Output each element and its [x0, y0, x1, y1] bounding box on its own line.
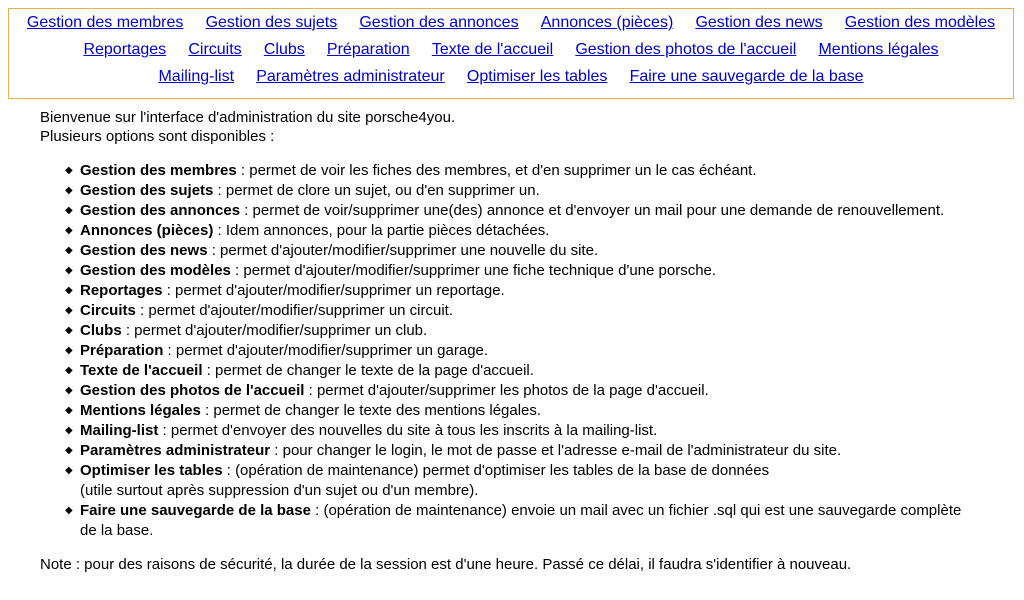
option-name: Mailing-list: [80, 422, 159, 439]
option-name: Gestion des modèles: [80, 262, 231, 279]
option-item: [65, 261, 1020, 281]
bullet-icon: ◆: [65, 245, 73, 256]
bullet-icon: ◆: [65, 165, 73, 176]
option-name: Gestion des annonces: [80, 202, 241, 219]
nav-link-preparation[interactable]: Préparation: [326, 41, 410, 58]
nav-link-clubs[interactable]: Clubs: [263, 41, 305, 58]
option-desc: : permet d'ajouter/modifier/supprimer une fiche technique d'une porsche.: [230, 262, 717, 279]
bullet-icon: ◆: [65, 505, 73, 516]
option-name: Reportages: [80, 282, 163, 299]
nav-link-mailing-list[interactable]: Mailing-list: [158, 68, 235, 85]
nav-link-optimiser-tables[interactable]: Optimiser les tables: [466, 68, 608, 85]
option-desc: : permet d'ajouter/modifier/supprimer un club.: [121, 322, 428, 339]
main-content: [40, 108, 1020, 574]
bullet-icon: ◆: [65, 345, 73, 356]
nav-link-gestion-sujets[interactable]: Gestion des sujets: [205, 14, 338, 31]
option-desc: : permet de voir les fiches des membres, et d'en supprimer un le cas échéant.: [236, 162, 757, 179]
option-name: Faire une sauvegarde de la base: [80, 502, 311, 519]
option-name: Texte de l'accueil: [80, 362, 203, 379]
bullet-icon: ◆: [65, 425, 73, 436]
bullet-icon: ◆: [65, 465, 73, 476]
option-name: Gestion des membres: [80, 162, 237, 179]
option-item: [65, 421, 1020, 441]
option-desc: : (opération de maintenance) permet d'optimiser les tables de la base de données: [222, 462, 770, 479]
option-desc: : permet de voir/supprimer une(des) annonce et d'envoyer un mail pour une demande de renouvellement.: [240, 202, 945, 219]
option-item: [65, 221, 1020, 241]
option-name: Clubs: [80, 322, 122, 339]
option-item: [65, 401, 1020, 421]
admin-nav-box: [8, 8, 1014, 99]
option-name: Préparation: [80, 342, 164, 359]
option-item: [65, 241, 1020, 261]
option-name: Paramètres administrateur: [80, 442, 271, 459]
option-item: [65, 501, 1020, 541]
bullet-icon: ◆: [65, 325, 73, 336]
option-desc: : permet d'ajouter/modifier/supprimer un garage.: [163, 342, 489, 359]
option-name: Gestion des photos de l'accueil: [80, 382, 305, 399]
option-item: [65, 441, 1020, 461]
option-item: [65, 301, 1020, 321]
option-name: Gestion des news: [80, 242, 208, 259]
bullet-icon: ◆: [65, 365, 73, 376]
option-desc: : permet d'ajouter/modifier/supprimer un reportage.: [162, 282, 505, 299]
bullet-icon: ◆: [65, 305, 73, 316]
option-desc: : (opération de maintenance) envoie un mail avec un fichier .sql qui est une sauvegarde complète: [310, 502, 962, 519]
option-name: Gestion des sujets: [80, 182, 214, 199]
nav-row-1: [9, 12, 1013, 39]
option-desc: : pour changer le login, le mot de passe et l'adresse e-mail de l'administrateur du site.: [270, 442, 842, 459]
option-desc-continued: (utile surtout après suppression d'un sujet ou d'un membre).: [80, 482, 479, 499]
option-item: [65, 181, 1020, 201]
option-name: Annonces (pièces): [80, 222, 214, 239]
bullet-icon: ◆: [65, 405, 73, 416]
nav-link-gestion-modeles[interactable]: Gestion des modèles: [844, 14, 996, 31]
nav-link-texte-accueil[interactable]: Texte de l'accueil: [431, 41, 554, 58]
option-item: [65, 341, 1020, 361]
option-item: [65, 281, 1020, 301]
nav-link-sauvegarde-base[interactable]: Faire une sauvegarde de la base: [629, 68, 864, 85]
option-desc: : permet d'envoyer des nouvelles du site à tous les inscrits à la mailing-list.: [158, 422, 658, 439]
session-note: Note : pour des raisons de sécurité, la durée de la session est d'une heure. Passé ce délai, il faudra s'identifier à nouveau.: [40, 556, 852, 573]
bullet-icon: ◆: [65, 385, 73, 396]
nav-link-reportages[interactable]: Reportages: [83, 41, 167, 58]
nav-link-gestion-membres[interactable]: Gestion des membres: [26, 14, 184, 31]
option-name: Mentions légales: [80, 402, 201, 419]
option-name: Optimiser les tables: [80, 462, 223, 479]
option-desc: : permet de clore un sujet, ou d'en supprimer un.: [213, 182, 540, 199]
nav-link-photos-accueil[interactable]: Gestion des photos de l'accueil: [575, 41, 797, 58]
option-item: [65, 361, 1020, 381]
nav-link-gestion-news[interactable]: Gestion des news: [695, 14, 823, 31]
option-desc: : Idem annonces, pour la partie pièces détachées.: [213, 222, 550, 239]
option-desc-continued: de la base.: [80, 522, 154, 539]
intro-text: [40, 108, 1020, 146]
option-desc: : permet d'ajouter/modifier/supprimer une nouvelle du site.: [207, 242, 599, 259]
option-item: [65, 461, 1020, 501]
option-item: [65, 381, 1020, 401]
option-desc: : permet d'ajouter/supprimer les photos de la page d'accueil.: [304, 382, 709, 399]
welcome-line: Bienvenue sur l'interface d'administration du site porsche4you.: [40, 109, 456, 126]
bullet-icon: ◆: [65, 205, 73, 216]
option-desc: : permet de changer le texte de la page d'accueil.: [202, 362, 534, 379]
nav-link-parametres-admin[interactable]: Paramètres administrateur: [256, 68, 445, 85]
options-list: [40, 161, 1020, 541]
bullet-icon: ◆: [65, 185, 73, 196]
options-intro-line: Plusieurs options sont disponibles :: [40, 128, 275, 145]
option-name: Circuits: [80, 302, 136, 319]
option-item: [65, 161, 1020, 181]
bullet-icon: ◆: [65, 285, 73, 296]
nav-link-annonces-pieces[interactable]: Annonces (pièces): [540, 14, 674, 31]
nav-row-3: [9, 66, 1013, 93]
bullet-icon: ◆: [65, 225, 73, 236]
bullet-icon: ◆: [65, 445, 73, 456]
nav-link-mentions-legales[interactable]: Mentions légales: [818, 41, 939, 58]
option-desc: : permet de changer le texte des mentions légales.: [200, 402, 542, 419]
option-desc: : permet d'ajouter/modifier/supprimer un circuit.: [135, 302, 454, 319]
nav-link-gestion-annonces[interactable]: Gestion des annonces: [359, 14, 519, 31]
nav-row-2: [9, 39, 1013, 66]
nav-link-circuits[interactable]: Circuits: [188, 41, 242, 58]
option-item: [65, 321, 1020, 341]
bullet-icon: ◆: [65, 265, 73, 276]
option-item: [65, 201, 1020, 221]
